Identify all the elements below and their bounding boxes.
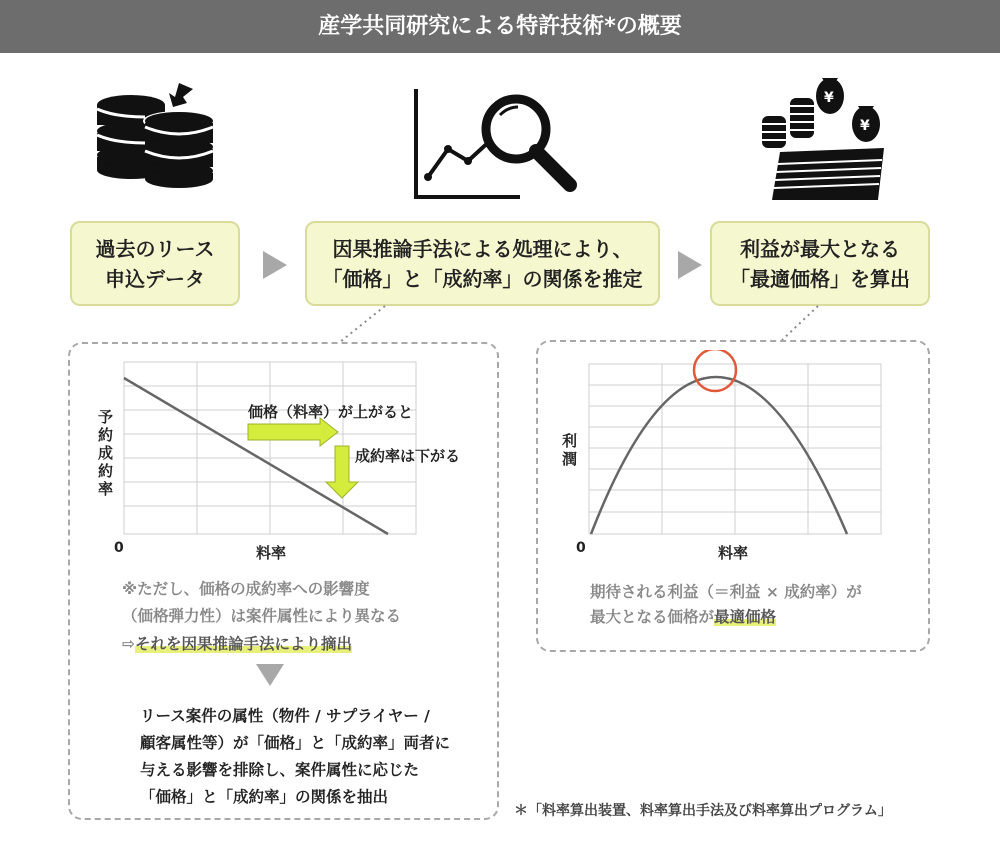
left-chart-origin: 0 xyxy=(114,540,124,556)
profit-curve xyxy=(591,377,847,534)
arrow-right-icon xyxy=(248,418,338,446)
note-line: （価格弾力性）は案件属性により異なる xyxy=(122,607,402,625)
arrow-down-icon xyxy=(326,446,358,498)
highlight-text: 最適価格 xyxy=(714,608,777,626)
step-text: 「価格」と「成約率」の関係を推定 xyxy=(322,266,643,291)
right-chart xyxy=(585,350,885,540)
grid xyxy=(589,364,881,534)
result-line: 顧客属性等）が「価格」と「成約率」両者に xyxy=(140,734,451,752)
right-chart-xlabel: 料率 xyxy=(718,544,749,562)
annotation-rate-down: 成約率は下がる xyxy=(355,447,461,465)
step-text: 申込データ xyxy=(105,266,205,291)
step-text: 因果推論手法による処理により、 xyxy=(332,236,633,261)
right-chart-ylabel: 利潤 xyxy=(562,432,578,468)
step-text: 「最適価格」を算出 xyxy=(730,266,910,291)
svg-text:¥: ¥ xyxy=(824,90,834,106)
footnote: ＊「料率算出装置、料率算出手法及び料率算出プログラム」 xyxy=(514,803,892,819)
left-chart-ylabel: 予約成約率 xyxy=(98,408,114,498)
note-line-optimal xyxy=(590,605,776,627)
arrow-down-icon xyxy=(256,664,284,686)
note-text: 最大となる価格が xyxy=(590,608,715,626)
note-line-extract xyxy=(122,632,352,654)
step-text: 利益が最大となる xyxy=(740,236,900,261)
right-chart-origin: 0 xyxy=(576,540,586,556)
left-chart-xlabel: 料率 xyxy=(256,544,287,562)
arrow-prefix: ⇨ xyxy=(122,635,135,653)
result-line: 「価格」と「成約率」の関係を抽出 xyxy=(140,788,389,806)
note-line: ※ただし、価格の成約率への影響度 xyxy=(122,580,370,598)
annotation-price-up: 価格（料率）が上がると xyxy=(248,403,414,421)
page-title: 産学共同研究による特許技術*の概要 xyxy=(318,14,682,39)
highlight-text: それを因果推論手法により摘出 xyxy=(135,635,353,653)
result-line: 与える影響を排除し、案件属性に応じた xyxy=(140,761,420,779)
svg-text:¥: ¥ xyxy=(860,118,870,134)
note-line: 期待される利益（＝利益 × 成約率）が xyxy=(590,583,862,601)
result-line: リース案件の属性（物件 / サプライヤー / xyxy=(140,707,430,725)
step-text: 過去のリース xyxy=(95,236,215,261)
